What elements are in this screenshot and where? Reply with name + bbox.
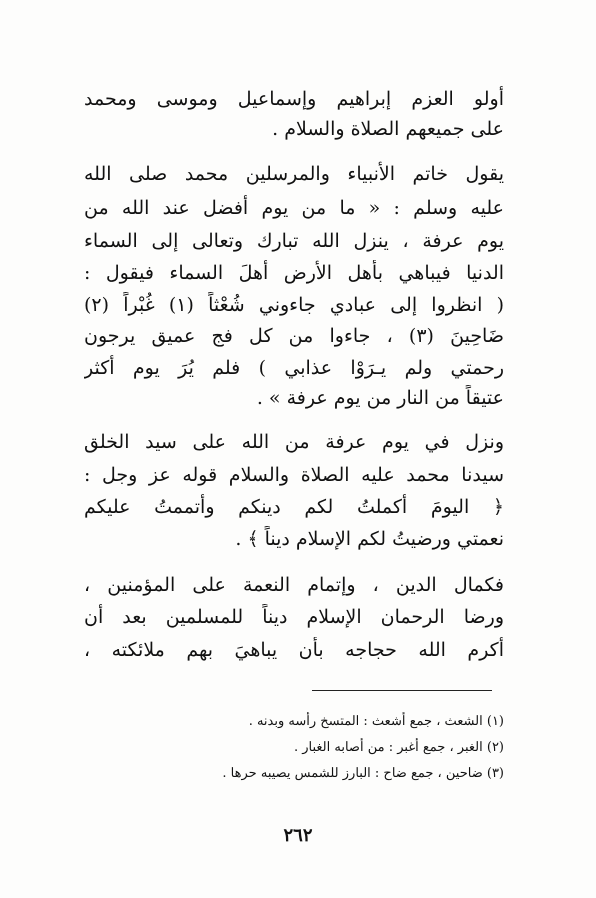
body-line-5: يوم عرفة ، ينزل الله تبارك وتعالى إلى السماء [84,230,504,252]
body-line-2: على جميعهم الصلاة والسلام . [272,118,504,140]
body-line-12: سيدنا محمد عليه الصلاة والسلام قوله عز وجل : [84,464,504,486]
footnote-3: (٣) ضاحين ، جمع ضاح : البارز للشمس يصيبه حرها . [222,766,504,781]
body-line-6: الدنيا فيباهي بأهل الأرض أهلَ السماء فيقول : [84,262,504,284]
page-number: ٢٦٢ [283,825,313,846]
body-line-16: ورضا الرحمان الإسلام ديناً للمسلمين بعد أن [84,606,504,628]
body-line-10: عتيقاً من النار من يوم عرفة » . [256,387,504,409]
body-line-7: ( انظروا إلى عبادي جاءوني شُعْثاً (١) غُبْراً (٢) [84,294,504,316]
body-line-9: رحمتي ولم يـرَوْا عذابي ) فلم يُرَ يوم أكثر [84,357,504,379]
quran-verse-line-1: ﴿ اليومَ أكملتُ لكم دينكم وأتممتُ عليكم [84,496,504,518]
body-line-15: فكمال الدين ، وإتمام النعمة على المؤمنين ، [84,574,504,596]
body-line-11: ونزل في يوم عرفة من الله على سيد الخلق [84,431,504,453]
body-line-8: ضَاحِينَ (٣) ، جاءوا من كل فج عميق يرجون [84,325,504,347]
footnote-divider [312,690,492,691]
footnote-2: (٢) الغبر ، جمع أغبر : من أصابه الغبار . [293,740,504,755]
footnote-1: (١) الشعث ، جمع أشعث : المتسخ رأسه وبدنه . [248,714,504,729]
body-line-4: عليه وسلم : « ما من يوم أفضل عند الله من [84,197,504,219]
quran-verse-line-2: نعمتي ورضيتُ لكم الإسلام ديناً ﴾ . [235,528,504,550]
body-line-17: أكرم الله حجاجه بأن يباهيَ بهم ملائكته ، [84,639,504,661]
body-line-1: أولو العزم إبراهيم وإسماعيل وموسى ومحمد [84,88,504,110]
body-line-3: يقول خاتم الأنبياء والمرسلين محمد صلى الله [84,163,504,185]
